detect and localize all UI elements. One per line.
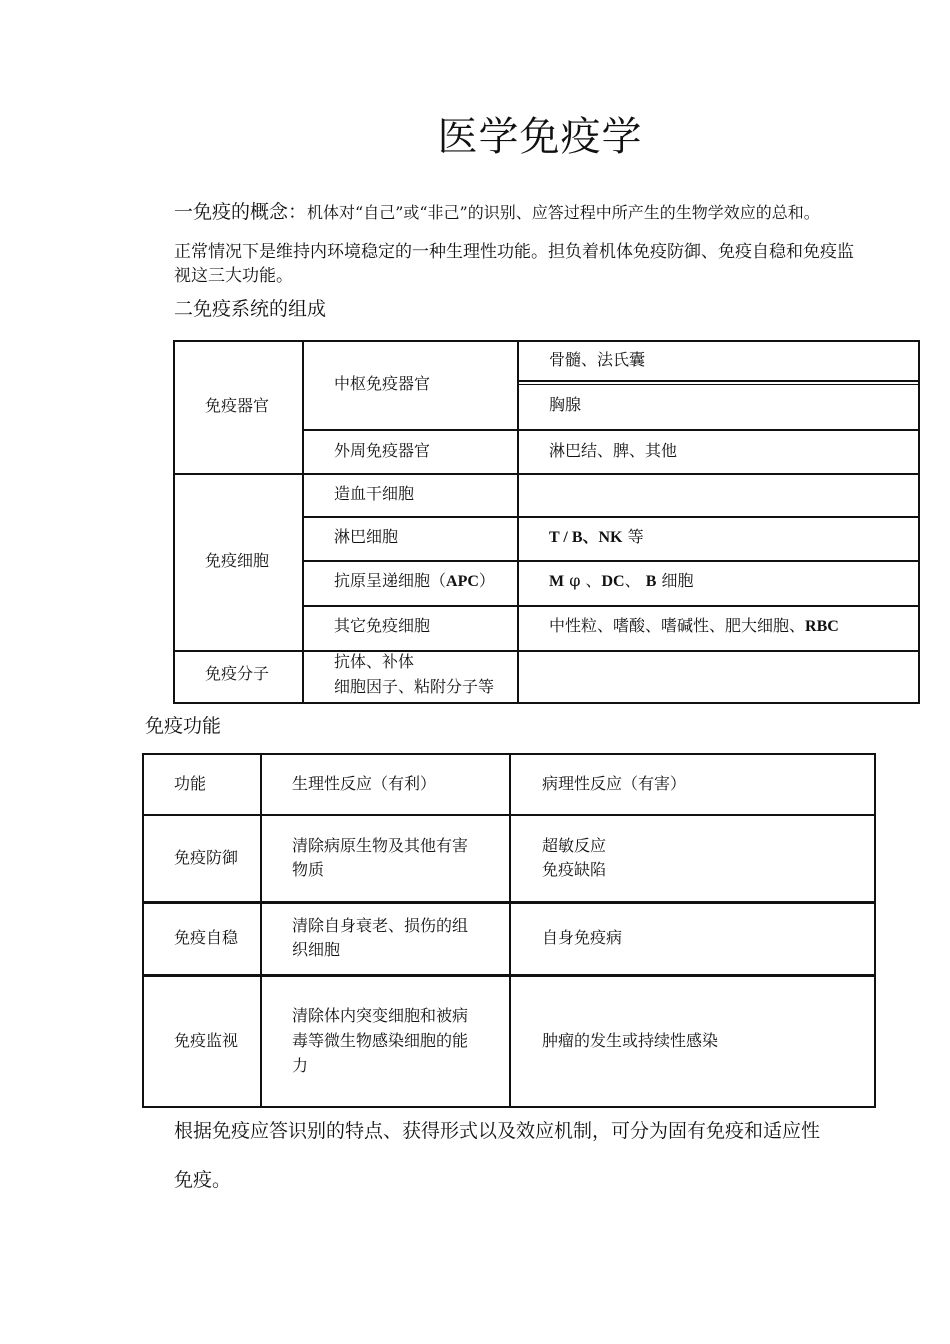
composition-heading: 二免疫系统的组成 xyxy=(174,298,327,320)
header-function: 功能 xyxy=(174,774,207,793)
central-organ-value-b: 胸腺 xyxy=(549,395,582,414)
concept-line-2: 正常情况下是维持内环境稳定的一种生理性功能。担负着机体免疫防御、免疫自稳和免疫监 xyxy=(174,242,854,262)
row-surveillance-label: 免疫监视 xyxy=(174,1031,239,1050)
other-cells-label: 其它免疫细胞 xyxy=(334,616,431,635)
molecules-value-a: 抗体、补体 xyxy=(334,652,415,671)
row-homeostasis-physio-b: 织细胞 xyxy=(292,940,341,959)
peripheral-organ-label: 外周免疫器官 xyxy=(334,441,431,460)
page-title: 医学免疫学 xyxy=(437,114,643,160)
apc-label: 抗原呈递细胞（APC） xyxy=(334,571,495,590)
concept-text: 机体对“自己”或“非己”的识别、应答过程中所产生的生物学效应的总和。 xyxy=(307,203,820,222)
row-defense-physio-a: 清除病原生物及其他有害 xyxy=(292,836,469,855)
row-homeostasis-patho: 自身免疫病 xyxy=(542,928,623,947)
molecules-label: 免疫分子 xyxy=(205,664,270,683)
lymphocyte-label: 淋巴细胞 xyxy=(334,527,399,546)
row-surveillance-patho: 肿瘤的发生或持续性感染 xyxy=(542,1031,719,1050)
row-defense-physio-b: 物质 xyxy=(292,860,325,879)
row-surveillance-physio-c: 力 xyxy=(292,1056,309,1075)
function-heading: 免疫功能 xyxy=(145,715,222,737)
other-cells-value: 中性粒、嗜酸、嗜碱性、肥大细胞、RBC xyxy=(549,616,839,635)
apc-value: M φ 、DC、 B 细胞 xyxy=(549,571,694,590)
peripheral-organ-value: 淋巴结、脾、其他 xyxy=(549,441,678,460)
concept-line-3: 视这三大功能。 xyxy=(174,266,293,286)
central-organ-label: 中枢免疫器官 xyxy=(334,374,431,393)
concept-heading: 一免疫的概念： xyxy=(174,201,308,223)
lymphocyte-value: T / B、NK 等 xyxy=(549,527,644,546)
row-defense-patho-b: 免疫缺陷 xyxy=(542,860,607,879)
central-organ-value-a: 骨髓、法氏囊 xyxy=(549,350,646,369)
footer-line-2: 免疫。 xyxy=(174,1169,232,1191)
header-pathological: 病理性反应（有害） xyxy=(542,774,687,793)
row-surveillance-physio-a: 清除体内突变细胞和被病 xyxy=(292,1006,469,1025)
organ-label: 免疫器官 xyxy=(205,396,270,415)
row-homeostasis-label: 免疫自稳 xyxy=(174,928,239,947)
cells-label: 免疫细胞 xyxy=(205,551,270,570)
concept-paragraph xyxy=(174,200,820,225)
molecules-value-b: 细胞因子、粘附分子等 xyxy=(334,677,495,696)
row-defense-label: 免疫防御 xyxy=(174,848,239,867)
row-surveillance-physio-b: 毒等微生物感染细胞的能 xyxy=(292,1031,469,1050)
row-homeostasis-physio-a: 清除自身衰老、损伤的组 xyxy=(292,916,469,935)
footer-line-1: 根据免疫应答识别的特点、获得形式以及效应机制，可分为固有免疫和适应性 xyxy=(174,1120,821,1142)
header-physiological: 生理性反应（有利） xyxy=(292,774,437,793)
row-defense-patho-a: 超敏反应 xyxy=(542,836,607,855)
hsc-label: 造血干细胞 xyxy=(334,484,415,503)
